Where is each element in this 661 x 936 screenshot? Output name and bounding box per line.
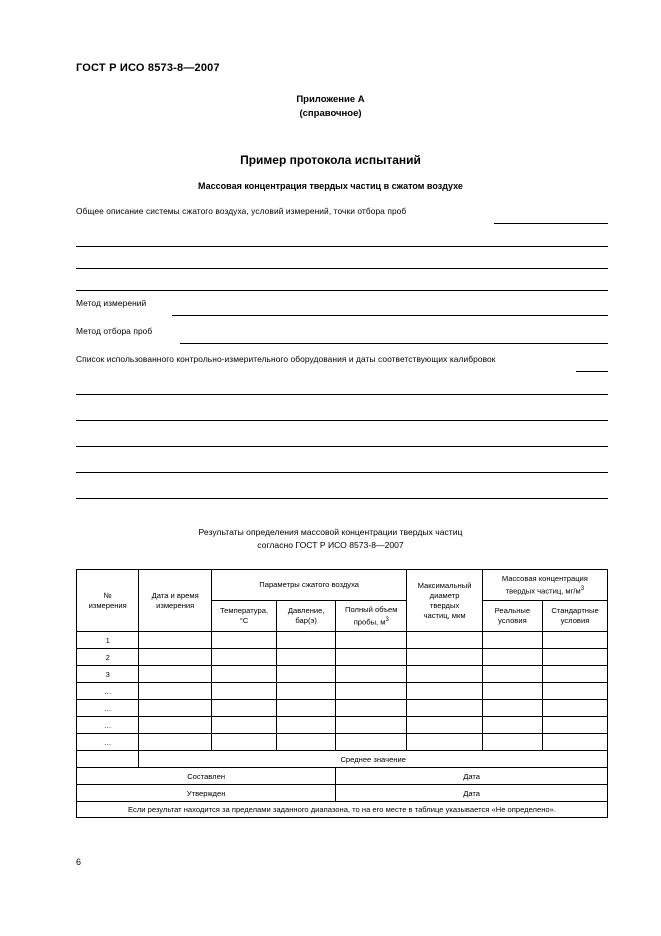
table-row — [77, 700, 608, 717]
header-measurement-number-line-1: № — [103, 590, 112, 600]
header-standard-conditions-line-2: условия — [560, 616, 590, 625]
cell-standard-conditions[interactable] — [542, 666, 607, 683]
header-datetime-line-1: Дата и время — [151, 590, 199, 600]
fill-rule[interactable] — [76, 268, 608, 269]
header-total-sample-volume — [336, 601, 407, 632]
page-title: Пример протокола испытаний — [240, 153, 421, 167]
table-note: Если результат находится за пределами заданного диапазона, то на его месте в таблице указывается «Не определено». — [77, 802, 608, 818]
cell-volume[interactable] — [336, 632, 407, 649]
table-row — [77, 632, 608, 649]
header-volume-line-2: пробы, $м^3$ — [353, 616, 389, 627]
average-label: Среднее значение — [139, 751, 608, 768]
page-number: 6 — [76, 857, 82, 867]
cell-standard-conditions[interactable] — [542, 734, 607, 751]
fill-rule[interactable] — [576, 371, 608, 372]
cell-datetime[interactable] — [139, 683, 212, 700]
prepared-by-label: Составлен — [77, 768, 336, 785]
header-pressure-line-2: бар(э) — [295, 616, 317, 625]
field-label-general-description: Общее описание системы сжатого воздуха, условий измерений, точки отбора проб — [76, 206, 407, 216]
approved-by-label: Утвержден — [77, 785, 336, 802]
header-temperature-line-2: °С — [239, 616, 249, 625]
field-general-description — [76, 206, 608, 228]
header-pressure-line-1: Давление, — [287, 606, 325, 615]
cell-max-diameter[interactable] — [407, 649, 482, 666]
header-datetime — [139, 570, 212, 632]
header-max-diameter-line-2: диаметр — [429, 590, 460, 600]
cell-max-diameter[interactable] — [407, 734, 482, 751]
cell-max-diameter[interactable] — [407, 632, 482, 649]
fill-rule[interactable] — [494, 223, 608, 224]
cell-datetime[interactable] — [139, 632, 212, 649]
annex-line-2: (справочное) — [299, 108, 362, 119]
header-real-conditions-line-2: условия — [498, 616, 527, 625]
cell-max-diameter[interactable] — [407, 683, 482, 700]
prepared-date-label[interactable]: Дата — [336, 768, 608, 785]
header-real-conditions — [482, 601, 542, 632]
cell-volume[interactable] — [336, 666, 407, 683]
cell-volume[interactable] — [336, 700, 407, 717]
results-caption — [0, 526, 661, 552]
cell-pressure[interactable] — [277, 649, 336, 666]
cell-empty — [77, 751, 139, 768]
results-caption-line-2: согласно ГОСТ Р ИСО 8573-8—2007 — [257, 540, 404, 550]
fill-rule[interactable] — [76, 446, 608, 447]
cell-real-conditions[interactable] — [482, 717, 542, 734]
header-mass-concentration-exponent: 3 — [580, 585, 585, 592]
header-max-particle-diameter — [407, 570, 482, 632]
table-row — [77, 734, 608, 751]
cell-pressure[interactable] — [277, 683, 336, 700]
cell-real-conditions[interactable] — [482, 734, 542, 751]
row-index: … — [77, 734, 139, 751]
cell-real-conditions[interactable] — [482, 683, 542, 700]
field-line-with-label — [76, 298, 608, 320]
cell-temperature[interactable] — [211, 717, 276, 734]
table-row — [77, 666, 608, 683]
cell-temperature[interactable] — [211, 632, 276, 649]
row-index: 2 — [77, 649, 139, 666]
field-line-with-label — [76, 326, 608, 348]
cell-volume[interactable] — [336, 649, 407, 666]
cell-pressure[interactable] — [277, 700, 336, 717]
table-row-approved — [77, 785, 608, 802]
cell-real-conditions[interactable] — [482, 700, 542, 717]
header-temperature-line-1: Температура, — [219, 606, 269, 615]
row-index: 3 — [77, 666, 139, 683]
fill-rule[interactable] — [76, 472, 608, 473]
header-volume-line-1: Полный объем — [345, 604, 398, 614]
header-pressure — [277, 601, 336, 632]
cell-temperature[interactable] — [211, 666, 276, 683]
cell-datetime[interactable] — [139, 717, 212, 734]
field-measurement-method — [76, 298, 608, 320]
cell-temperature[interactable] — [211, 734, 276, 751]
field-label-equipment-list: Список использованного контрольно-измерительного оборудования и даты соответствующих калибровок — [76, 354, 496, 364]
fill-rule[interactable] — [76, 420, 608, 421]
cell-pressure[interactable] — [277, 717, 336, 734]
fill-rule[interactable] — [180, 343, 608, 344]
row-index: … — [77, 683, 139, 700]
table-header-row-1 — [77, 570, 608, 601]
row-index: … — [77, 700, 139, 717]
table-row-prepared — [77, 768, 608, 785]
approved-date-label[interactable]: Дата — [336, 785, 608, 802]
header-temperature — [211, 601, 276, 632]
table-row-average — [77, 751, 608, 768]
header-measurement-number — [77, 570, 139, 632]
cell-pressure[interactable] — [277, 632, 336, 649]
annex-heading — [0, 93, 661, 121]
cell-volume[interactable] — [336, 717, 407, 734]
row-index: … — [77, 717, 139, 734]
header-mass-concentration-line-1: Массовая концентрация — [501, 573, 588, 583]
table-header — [77, 570, 608, 632]
fill-rule[interactable] — [76, 498, 608, 499]
cell-real-conditions[interactable] — [482, 632, 542, 649]
results-table — [76, 569, 608, 818]
header-max-diameter-line-3: твердых — [429, 600, 460, 610]
table-row-note — [77, 802, 608, 818]
fill-rule[interactable] — [76, 394, 608, 395]
header-standard-conditions-line-1: Стандартные — [551, 606, 599, 615]
cell-max-diameter[interactable] — [407, 700, 482, 717]
header-volume-exponent: 3 — [385, 616, 389, 623]
header-max-diameter-line-4: частиц, мкм — [423, 610, 466, 620]
header-measurement-number-line-2: измерения — [88, 600, 127, 610]
table-row — [77, 717, 608, 734]
results-caption-line-1: Результаты определения массовой концентрации твердых частиц — [198, 527, 463, 537]
cell-real-conditions[interactable] — [482, 649, 542, 666]
cell-standard-conditions[interactable] — [542, 717, 607, 734]
field-line-with-label — [76, 354, 608, 376]
annex-line-1: Приложение А — [296, 94, 365, 105]
cell-standard-conditions[interactable] — [542, 700, 607, 717]
cell-datetime[interactable] — [139, 649, 212, 666]
fill-rule[interactable] — [76, 290, 608, 291]
field-label-measurement-method: Метод измерений — [76, 298, 147, 308]
cell-temperature[interactable] — [211, 683, 276, 700]
cell-pressure[interactable] — [277, 734, 336, 751]
field-equipment-list — [76, 354, 608, 376]
row-index: 1 — [77, 632, 139, 649]
cell-volume[interactable] — [336, 734, 407, 751]
header-standard-conditions — [542, 601, 607, 632]
header-datetime-line-2: измерения — [156, 600, 195, 610]
cell-real-conditions[interactable] — [482, 666, 542, 683]
field-sampling-method — [76, 326, 608, 348]
table-row — [77, 683, 608, 700]
cell-datetime[interactable] — [139, 700, 212, 717]
header-max-diameter-line-1: Максимальный — [417, 580, 472, 590]
page-subtitle: Массовая концентрация твердых частиц в сжатом воздухе — [198, 181, 463, 191]
cell-temperature[interactable] — [211, 700, 276, 717]
table-row — [77, 649, 608, 666]
cell-standard-conditions[interactable] — [542, 632, 607, 649]
fill-rule[interactable] — [76, 246, 608, 247]
cell-volume[interactable] — [336, 683, 407, 700]
cell-datetime[interactable] — [139, 734, 212, 751]
cell-standard-conditions[interactable] — [542, 649, 607, 666]
header-real-conditions-line-1: Реальные — [494, 606, 531, 615]
standard-header: ГОСТ Р ИСО 8573-8—2007 — [76, 62, 220, 74]
header-mass-concentration-group — [482, 570, 607, 601]
table-body — [77, 632, 608, 818]
fill-rule[interactable] — [172, 315, 608, 316]
cell-pressure[interactable] — [277, 666, 336, 683]
cell-datetime[interactable] — [139, 666, 212, 683]
header-mass-concentration-line-2: твердых частиц, $мг/м^3$ — [505, 585, 585, 596]
cell-max-diameter[interactable] — [407, 666, 482, 683]
cell-standard-conditions[interactable] — [542, 683, 607, 700]
cell-temperature[interactable] — [211, 649, 276, 666]
field-label-sampling-method: Метод отбора проб — [76, 326, 153, 336]
header-air-parameters-group: Параметры сжатого воздуха — [211, 570, 406, 601]
field-line-with-label — [76, 206, 608, 228]
cell-max-diameter[interactable] — [407, 717, 482, 734]
